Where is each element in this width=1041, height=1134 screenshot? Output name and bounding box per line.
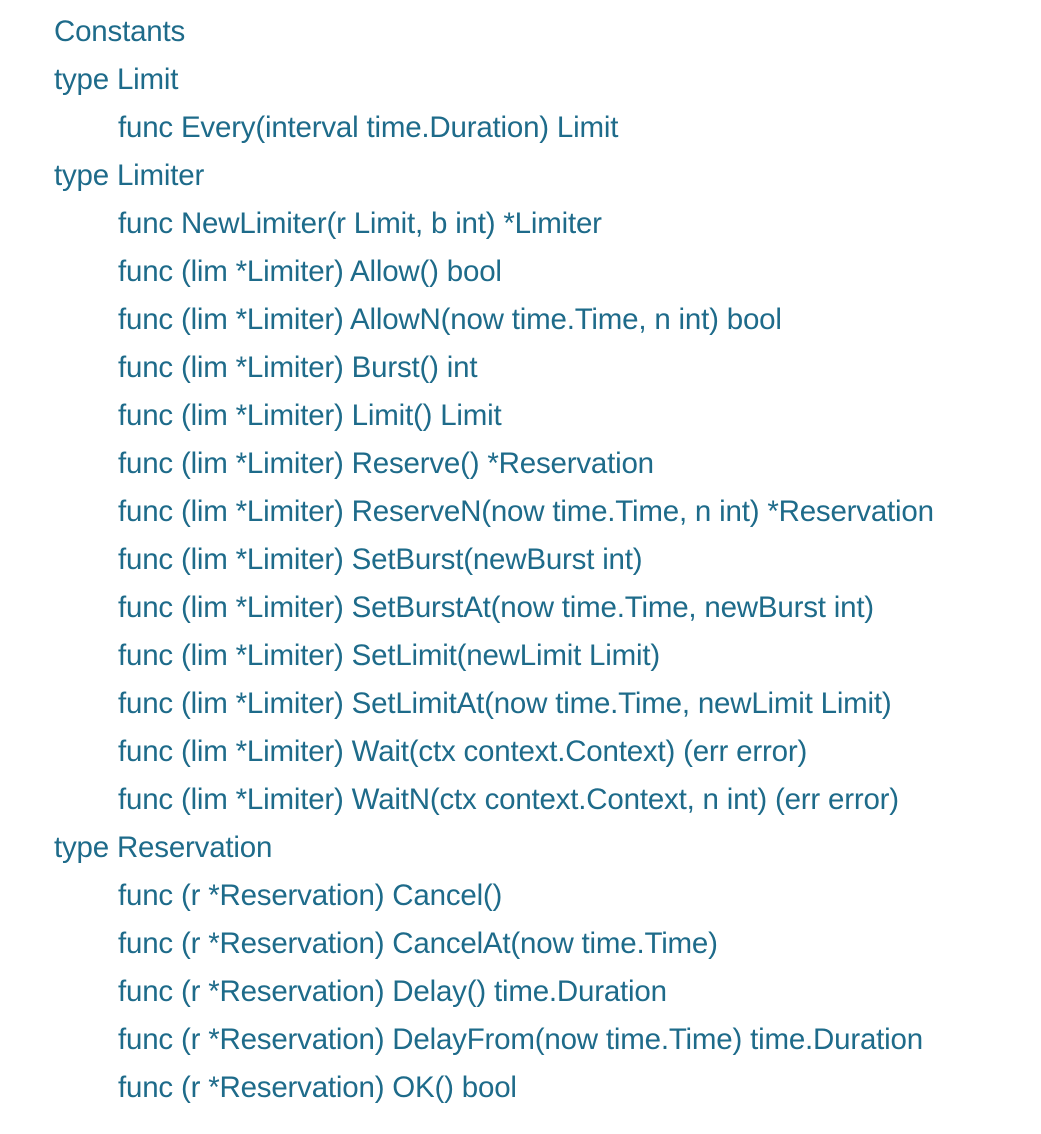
index-link-method-cancelat[interactable]: func (r *Reservation) CancelAt(now time.Time)	[118, 927, 718, 960]
index-item	[0, 56, 934, 104]
index-link-method-setburstat[interactable]: func (lim *Limiter) SetBurstAt(now time.Time, newBurst int)	[118, 591, 874, 624]
index-link-method-reserven[interactable]: func (lim *Limiter) ReserveN(now time.Time, n int) *Reservation	[118, 495, 934, 528]
index-item	[0, 488, 934, 536]
index-item	[0, 200, 934, 248]
index-link-method-ok[interactable]: func (r *Reservation) OK() bool	[118, 1071, 517, 1104]
index-link-method-delayfrom[interactable]: func (r *Reservation) DelayFrom(now time.Time) time.Duration	[118, 1023, 923, 1056]
index-link-method-cancel[interactable]: func (r *Reservation) Cancel()	[118, 879, 503, 912]
index-link-func-newlimiter[interactable]: func NewLimiter(r Limit, b int) *Limiter	[118, 207, 602, 240]
index-item	[0, 536, 934, 584]
index-link-method-burst[interactable]: func (lim *Limiter) Burst() int	[118, 351, 478, 384]
index-link-type-limit[interactable]: type Limit	[54, 63, 179, 96]
index-item	[0, 632, 934, 680]
index-link-method-wait[interactable]: func (lim *Limiter) Wait(ctx context.Context) (err error)	[118, 735, 808, 768]
index-item	[0, 872, 934, 920]
index-link-method-allow[interactable]: func (lim *Limiter) Allow() bool	[118, 255, 502, 288]
index-item	[0, 1016, 934, 1064]
package-index-list	[0, 8, 934, 1112]
index-item	[0, 776, 934, 824]
index-item	[0, 1064, 934, 1112]
index-link-method-setburst[interactable]: func (lim *Limiter) SetBurst(newBurst int)	[118, 543, 643, 576]
index-link-method-allown[interactable]: func (lim *Limiter) AllowN(now time.Time, n int) bool	[118, 303, 782, 336]
index-link-method-reserve[interactable]: func (lim *Limiter) Reserve() *Reservation	[118, 447, 654, 480]
index-item	[0, 296, 934, 344]
index-link-method-setlimit[interactable]: func (lim *Limiter) SetLimit(newLimit Limit)	[118, 639, 660, 672]
index-item	[0, 248, 934, 296]
index-item	[0, 680, 934, 728]
index-item	[0, 152, 934, 200]
index-link-type-reservation[interactable]: type Reservation	[54, 831, 273, 864]
index-item	[0, 440, 934, 488]
index-item	[0, 968, 934, 1016]
index-item	[0, 920, 934, 968]
index-item	[0, 392, 934, 440]
index-link-method-waitn[interactable]: func (lim *Limiter) WaitN(ctx context.Context, n int) (err error)	[118, 783, 899, 816]
index-link-func-every[interactable]: func Every(interval time.Duration) Limit	[118, 111, 619, 144]
index-link-type-limiter[interactable]: type Limiter	[54, 159, 205, 192]
index-item	[0, 344, 934, 392]
index-item	[0, 584, 934, 632]
index-item	[0, 728, 934, 776]
index-item	[0, 8, 934, 56]
index-link-constants[interactable]: Constants	[54, 15, 186, 48]
index-link-method-setlimitat[interactable]: func (lim *Limiter) SetLimitAt(now time.Time, newLimit Limit)	[118, 687, 892, 720]
index-link-method-delay[interactable]: func (r *Reservation) Delay() time.Duration	[118, 975, 667, 1008]
index-item	[0, 104, 934, 152]
index-item	[0, 824, 934, 872]
index-link-method-limit[interactable]: func (lim *Limiter) Limit() Limit	[118, 399, 502, 432]
